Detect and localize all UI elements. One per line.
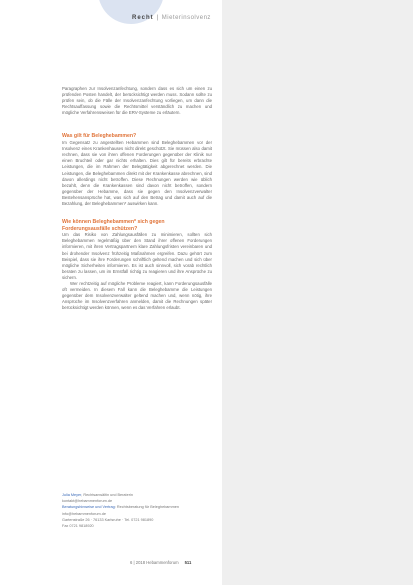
address-line: Gartenstraße 26 · 76133 Karlsruhe · Tel. 0721 981890 xyxy=(62,517,154,522)
page-margin-panel xyxy=(222,0,413,585)
author-info xyxy=(62,492,212,529)
header-topic: Mieterinsolvenz xyxy=(161,15,211,21)
service-line: Beratungshinweise und Vertrag: Rechtsberatung für Beleghebammen xyxy=(62,505,179,510)
footer-issue: 6 | 2018 Hebammenforum xyxy=(130,560,179,565)
author-email[interactable]: kontakt@hebammenforum.de xyxy=(62,499,113,504)
author-line: Julia Meyer, Rechtsanwältin und Beraterin xyxy=(62,493,133,497)
article-body xyxy=(62,86,212,312)
section2-paragraph-2: Wer rechtzeitig auf mögliche Probleme reagiert, kann Forderungsausfälle oft vermeiden. In diesem Fall kann die Beleghebamme die Leistungen gegenüber dem Insolvenzverwalter geltend machen und, wenn nötig, ihre Ansprüche im Insolvenzverfahren anmelden, damit die Rechnungen später berücksichtigt werden können, wenn es das Verfahren erlaubt. xyxy=(62,281,212,311)
service-text: Rechtsberatung für Beleghebammen xyxy=(116,505,179,510)
page-footer xyxy=(130,560,191,565)
section2-heading: Wie können Beleghebammen* sich gegen Forderungsausfälle schützen? xyxy=(62,219,165,232)
fax-line: Fax 0721 9818920 xyxy=(62,524,94,529)
service-label: Beratungshinweise und Vertrag xyxy=(62,505,115,510)
section1-paragraph: Im Gegensatz zu angestellten Hebammen sind Beleghebammen vor der Insolvenz eines Krankenhauses nicht direkt geschützt. Sie müssen also damit rechnen, dass sie von ihren offenen Forderungen gegenüber der Klinik nur einen Bruchteil oder gar nichts erhalten. Dies gilt für bereits erbrachte Leistungen, die im Rahmen der Belegtätigkeit abgerechnet werden. Die Leistungen, die Beleghebammen direkt mit der Krankenkasse abrechnen, sind davon allerdings nicht betroffen. Diese Rechnungen werden wie üblich bezahlt, denn die Krankenkassen sind davon nicht betroffen, sondern gegenüber der Hebamme, dass sie gegen den Insolvenzverwalter Bestehensansprüche hat, was sich auf den Betrag und damit auch auf die Bezahlung, der Beleghebammen* auswirken kann. xyxy=(62,140,212,206)
page-header xyxy=(132,15,211,21)
author-name: Julia Meyer xyxy=(62,493,82,497)
section2-paragraph-1: Um das Risiko von Zahlungsausfällen zu minimieren, sollten sich Beleghebammen regelmäßig über den Stand ihrer offenen Forderungen informieren, mit ihren Vertragspartnern klare Zahlungsfristen vereinbaren und bei drohender Insolvenz frühzeitig Maßnahmen ergreifen. Dazu gehört zum Beispiel, dass sie ihre Forderungen schriftlich geltend machen und sich über mögliche Sicherheiten informieren. Es ist auch sinnvoll, sich vorab rechtlich beraten zu lassen, um im Ernstfall richtig zu reagieren und ihre Ansprüche zu sichern. xyxy=(62,232,212,280)
author-role: Rechtsanwältin und Beraterin xyxy=(83,493,133,497)
intro-paragraph: Paragraphen zur Insolvenzanfechtung, sondern dass es sich um einen zu prüfenden Posten handelt, der berücksichtigt werden muss. Sodann sollte zu prüfen sein, ob die Fälle der Insolvenzanfechtung vorliegen, um dann die Rechtsauffassung sowie die Rechtsmittel verständlich zu machen und mögliche Verfahrensweisen für die ERV-Systeme zu erläutern. xyxy=(62,86,212,116)
header-separator: | xyxy=(156,15,159,21)
page-number: 511 xyxy=(184,560,192,565)
contact-line[interactable]: info@hebammenforum.de xyxy=(62,511,106,516)
header-section: Recht xyxy=(132,15,154,21)
section1-heading: Was gilt für Beleghebammen? xyxy=(62,133,137,140)
